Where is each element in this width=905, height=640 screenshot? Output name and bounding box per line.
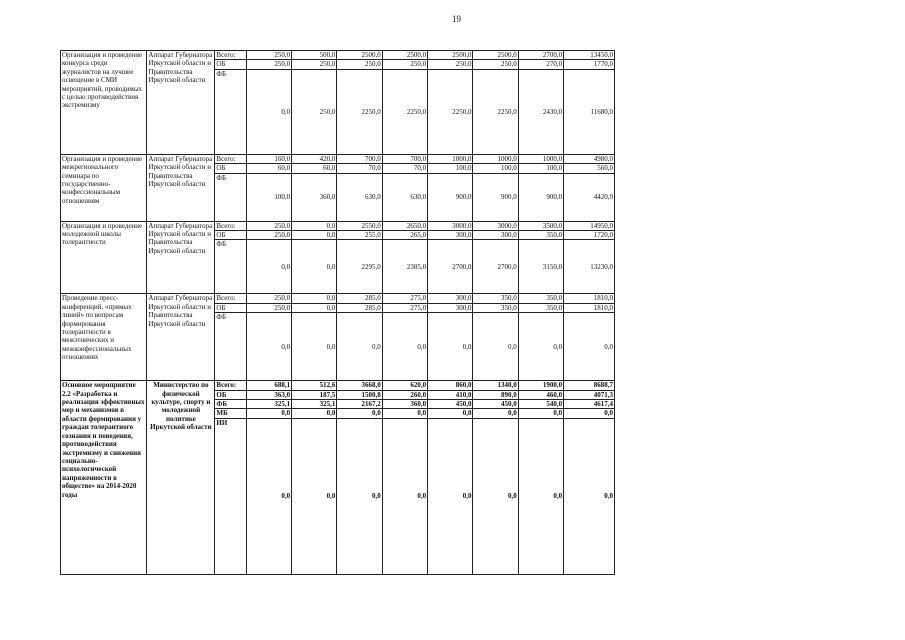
amount-cell: 350,0 (473, 294, 518, 303)
amount-cell: 250,0 (292, 69, 337, 154)
funding-source: ОБ (215, 60, 246, 69)
table-row (61, 294, 615, 303)
amount-cell: 500,0 (292, 51, 337, 60)
amount-cell: 0,0 (246, 313, 291, 381)
activity-name: Проведение пресс-конференций, «прямых линий» по вопросам формирования толерантности в межэтнических и межконфессиональных отношениях (61, 294, 147, 381)
amount-cell: 70,0 (382, 164, 427, 173)
amount-cell: 540,0 (518, 400, 563, 409)
amount-cell: 0,0 (564, 313, 615, 381)
amount-cell: 160,0 (246, 154, 291, 163)
executor: Аппарат Губернатора Иркутской области и Правительства Иркутской области (147, 221, 215, 294)
amount-cell: 250,0 (428, 60, 473, 69)
executor: Аппарат Губернатора Иркутской области и Правительства Иркутской области (147, 51, 215, 155)
amount-cell: 350,0 (518, 231, 563, 240)
amount-cell: 285,0 (337, 294, 382, 303)
amount-cell: 250,0 (292, 60, 337, 69)
amount-cell: 3500,0 (518, 221, 563, 230)
amount-cell: 900,0 (428, 173, 473, 221)
amount-cell: 250,0 (473, 60, 518, 69)
page-number: 19 (452, 14, 461, 24)
amount-cell: 2250,0 (473, 69, 518, 154)
amount-cell: 13230,0 (564, 240, 615, 294)
amount-cell: 0,0 (473, 409, 518, 418)
funding-source: ИИ (215, 418, 246, 574)
amount-cell: 460,0 (518, 390, 563, 399)
amount-cell: 0,0 (473, 313, 518, 381)
funding-source: Всего: (215, 294, 246, 303)
amount-cell: 4617,4 (564, 400, 615, 409)
amount-cell: 250,0 (246, 303, 291, 312)
funding-source: ОБ (215, 164, 246, 173)
table-row (61, 381, 615, 390)
amount-cell: 630,0 (337, 173, 382, 221)
amount-cell: 1000,0 (518, 154, 563, 163)
amount-cell: 1720,0 (564, 231, 615, 240)
amount-cell: 60,0 (246, 164, 291, 173)
funding-source: ФБ (215, 69, 246, 154)
amount-cell: 2167,2 (337, 400, 382, 409)
amount-cell: 900,0 (518, 173, 563, 221)
amount-cell: 2700,0 (473, 240, 518, 294)
amount-cell: 512,6 (292, 381, 337, 390)
amount-cell: 350,0 (518, 294, 563, 303)
amount-cell: 0,0 (518, 418, 563, 574)
funding-source: Всего: (215, 154, 246, 163)
amount-cell: 250,0 (246, 231, 291, 240)
amount-cell: 275,0 (382, 294, 427, 303)
amount-cell: 0,0 (337, 418, 382, 574)
amount-cell: 360,0 (292, 173, 337, 221)
amount-cell: 0,0 (428, 313, 473, 381)
amount-cell: 860,0 (428, 381, 473, 390)
amount-cell: 0,0 (337, 313, 382, 381)
funding-source: Всего: (215, 51, 246, 60)
amount-cell: 363,0 (246, 390, 291, 399)
amount-cell: 2700,0 (428, 240, 473, 294)
funding-source: ОБ (215, 231, 246, 240)
amount-cell: 300,0 (428, 231, 473, 240)
amount-cell: 1340,0 (473, 381, 518, 390)
amount-cell: 285,0 (337, 303, 382, 312)
amount-cell: 1500,8 (337, 390, 382, 399)
amount-cell: 410,0 (428, 390, 473, 399)
amount-cell: 890,0 (473, 390, 518, 399)
amount-cell: 250,0 (246, 294, 291, 303)
amount-cell: 0,0 (382, 418, 427, 574)
amount-cell: 0,0 (292, 313, 337, 381)
funding-source: МБ (215, 409, 246, 418)
funding-source: ФБ (215, 240, 246, 294)
amount-cell: 0,0 (292, 409, 337, 418)
executor: Аппарат Губернатора Иркутской области и Правительства Иркутской области (147, 294, 215, 381)
executor: Аппарат Губернатора Иркутской области и Правительства Иркутской области (147, 154, 215, 221)
amount-cell: 1810,0 (564, 303, 615, 312)
amount-cell: 0,0 (292, 294, 337, 303)
budget-table (60, 50, 615, 575)
amount-cell: 250,0 (337, 60, 382, 69)
amount-cell: 0,0 (292, 221, 337, 230)
amount-cell: 3668,0 (337, 381, 382, 390)
amount-cell: 1770,0 (564, 60, 615, 69)
amount-cell: 0,0 (382, 409, 427, 418)
amount-cell: 60,0 (292, 164, 337, 173)
amount-cell: 350,0 (518, 303, 563, 312)
funding-source: ОБ (215, 390, 246, 399)
amount-cell: 450,0 (473, 400, 518, 409)
amount-cell: 0,0 (382, 313, 427, 381)
funding-source: ФБ (215, 400, 246, 409)
amount-cell: 0,0 (337, 409, 382, 418)
activity-name: Организация и проведение молодежной школы толерантности (61, 221, 147, 294)
table-row (61, 154, 615, 163)
amount-cell: 250,0 (246, 60, 291, 69)
amount-cell: 0,0 (292, 303, 337, 312)
amount-cell: 275,0 (382, 303, 427, 312)
activity-name: Организация и проведение конкурса среди журналистов на лучшее освещение в СМИ мероприятий, проводимых с целью противодействия экстремизму (61, 51, 147, 155)
amount-cell: 250,0 (246, 51, 291, 60)
table-row (61, 221, 615, 230)
amount-cell: 250,0 (382, 60, 427, 69)
amount-cell: 300,0 (428, 303, 473, 312)
amount-cell: 688,1 (246, 381, 291, 390)
amount-cell: 300,0 (473, 231, 518, 240)
amount-cell: 100,0 (428, 164, 473, 173)
amount-cell: 325,1 (246, 400, 291, 409)
amount-cell: 1000,0 (473, 154, 518, 163)
amount-cell: 100,0 (246, 173, 291, 221)
amount-cell: 620,0 (382, 381, 427, 390)
amount-cell: 325,1 (292, 400, 337, 409)
amount-cell: 270,0 (518, 60, 563, 69)
amount-cell: 2500,0 (337, 51, 382, 60)
amount-cell: 3000,0 (428, 221, 473, 230)
amount-cell: 2500,0 (473, 51, 518, 60)
amount-cell: 1810,0 (564, 294, 615, 303)
amount-cell: 2250,0 (382, 69, 427, 154)
amount-cell: 11680,0 (564, 69, 615, 154)
executor: Министерство по физической культуре, спорту и молодежной политике Иркутской области (147, 381, 215, 575)
amount-cell: 2250,0 (337, 69, 382, 154)
amount-cell: 2295,0 (337, 240, 382, 294)
amount-cell: 700,0 (337, 154, 382, 163)
amount-cell: 2430,0 (518, 69, 563, 154)
amount-cell: 13450,0 (564, 51, 615, 60)
amount-cell: 100,0 (473, 164, 518, 173)
amount-cell: 3150,0 (518, 240, 563, 294)
amount-cell: 2500,0 (382, 51, 427, 60)
amount-cell: 14950,0 (564, 221, 615, 230)
amount-cell: 255,0 (337, 231, 382, 240)
amount-cell: 0,0 (518, 409, 563, 418)
amount-cell: 4420,0 (564, 173, 615, 221)
amount-cell: 350,0 (473, 303, 518, 312)
funding-source: ФБ (215, 313, 246, 381)
amount-cell: 0,0 (292, 418, 337, 574)
amount-cell: 0,0 (564, 418, 615, 574)
amount-cell: 700,0 (382, 154, 427, 163)
amount-cell: 3000,0 (473, 221, 518, 230)
amount-cell: 8688,7 (564, 381, 615, 390)
amount-cell: 0,0 (246, 409, 291, 418)
amount-cell: 0,0 (292, 231, 337, 240)
funding-source: Всего: (215, 381, 246, 390)
funding-source: ОБ (215, 303, 246, 312)
activity-name: Организация и проведение межрегионального семинара по государственно-конфессиональным отношениям (61, 154, 147, 221)
amount-cell: 250,0 (246, 221, 291, 230)
funding-source: Всего: (215, 221, 246, 230)
amount-cell: 630,0 (382, 173, 427, 221)
amount-cell: 360,0 (382, 400, 427, 409)
amount-cell: 0,0 (473, 418, 518, 574)
amount-cell: 0,0 (246, 240, 291, 294)
amount-cell: 0,0 (428, 418, 473, 574)
amount-cell: 70,0 (337, 164, 382, 173)
amount-cell: 4980,0 (564, 154, 615, 163)
amount-cell: 2250,0 (428, 69, 473, 154)
amount-cell: 1000,0 (428, 154, 473, 163)
amount-cell: 100,0 (518, 164, 563, 173)
funding-source: ФБ (215, 173, 246, 221)
table-row (61, 51, 615, 60)
amount-cell: 0,0 (518, 313, 563, 381)
amount-cell: 187,5 (292, 390, 337, 399)
amount-cell: 900,0 (473, 173, 518, 221)
amount-cell: 260,0 (382, 390, 427, 399)
amount-cell: 2500,0 (428, 51, 473, 60)
amount-cell: 4071,3 (564, 390, 615, 399)
amount-cell: 0,0 (246, 69, 291, 154)
amount-cell: 1900,0 (518, 381, 563, 390)
amount-cell: 2550,0 (337, 221, 382, 230)
amount-cell: 2700,0 (518, 51, 563, 60)
amount-cell: 0,0 (246, 418, 291, 574)
amount-cell: 450,0 (428, 400, 473, 409)
amount-cell: 0,0 (292, 240, 337, 294)
amount-cell: 560,0 (564, 164, 615, 173)
amount-cell: 300,0 (428, 294, 473, 303)
amount-cell: 0,0 (428, 409, 473, 418)
amount-cell: 420,0 (292, 154, 337, 163)
activity-name: Основное мероприятие 2.2 «Разработка и реализация эффективных мер и механизмов в области формирования у граждан толерантного сознания и поведения, противодействия экстремизму и снижения социально-психологической напряженности в обществе» на 2014-2020 годы (61, 381, 147, 575)
amount-cell: 2385,0 (382, 240, 427, 294)
amount-cell: 2650,0 (382, 221, 427, 230)
amount-cell: 265,0 (382, 231, 427, 240)
amount-cell: 0,0 (564, 409, 615, 418)
